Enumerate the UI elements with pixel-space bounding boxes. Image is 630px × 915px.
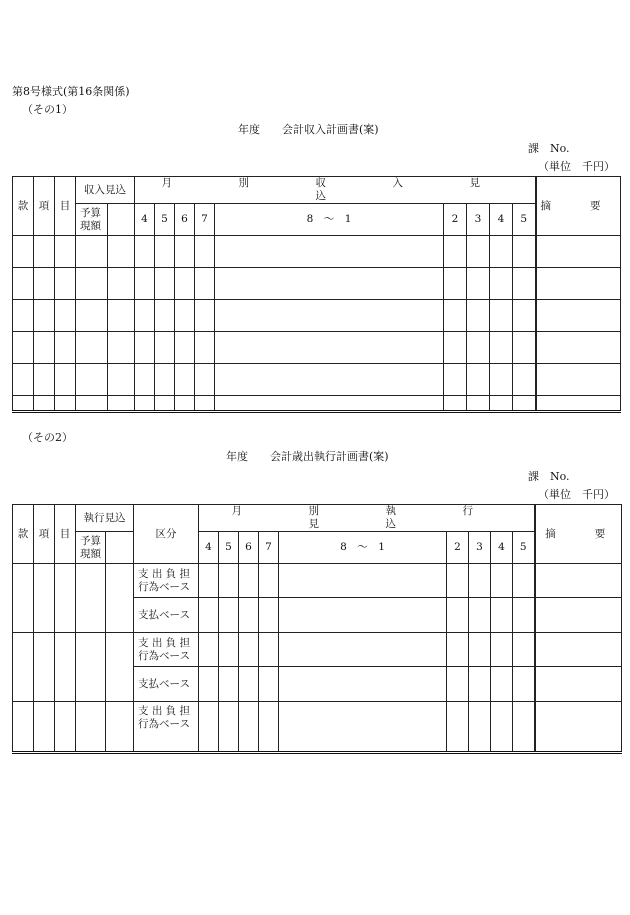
kubun-obligation-2: 支 出 負 担 行為ベース bbox=[134, 633, 199, 667]
part2-section-no: 課 No. bbox=[528, 470, 570, 483]
col-budget-header-2: 予算 現額 bbox=[76, 532, 106, 564]
month-7-b: 7 bbox=[259, 532, 279, 564]
month-5-b: 5 bbox=[219, 532, 239, 564]
month-6-b: 6 bbox=[239, 532, 259, 564]
part1-unit: （単位 千円） bbox=[538, 160, 615, 173]
month-5-next-b: 5 bbox=[513, 532, 535, 564]
col-kou-header-2: 項 bbox=[34, 505, 55, 564]
col-kan-header-2: 款 bbox=[13, 505, 34, 564]
month-8-to-1: 8 ～ 1 bbox=[215, 204, 444, 236]
form-number-title: 第8号様式(第16条関係) bbox=[12, 85, 130, 98]
kubun-payment-1: 支払ベース bbox=[134, 598, 199, 633]
col-moku-header: 目 bbox=[55, 177, 76, 236]
month-3-b: 3 bbox=[469, 532, 491, 564]
kubun-obligation-3: 支 出 負 担 行為ベース bbox=[134, 702, 199, 753]
col-moku-header-2: 目 bbox=[55, 505, 76, 564]
col-kubun-header: 区分 bbox=[134, 505, 199, 564]
col-mikomi-header-2: 執行見込 bbox=[76, 505, 134, 532]
col-kan-header: 款 bbox=[13, 177, 34, 236]
col-remarks-header-2: 摘 要 bbox=[535, 505, 622, 564]
month-5: 5 bbox=[155, 204, 175, 236]
expenditure-plan-table bbox=[12, 504, 622, 754]
month-2-b: 2 bbox=[447, 532, 469, 564]
month-2: 2 bbox=[444, 204, 467, 236]
month-6: 6 bbox=[175, 204, 195, 236]
month-3: 3 bbox=[467, 204, 490, 236]
month-4: 4 bbox=[135, 204, 155, 236]
part2-label: （その2） bbox=[22, 431, 73, 444]
col-budget-header: 予算 現額 bbox=[76, 204, 108, 236]
month-8-to-1-b: 8 ～ 1 bbox=[279, 532, 447, 564]
col-monthly-header-2: 月 別 執 行 見 込 bbox=[199, 505, 535, 532]
part2-title: 年度 会計歳出執行計画書(案) bbox=[226, 450, 389, 463]
part1-label: （その1） bbox=[22, 103, 73, 116]
part1-title: 年度 会計収入計画書(案) bbox=[238, 123, 379, 136]
month-4-b: 4 bbox=[199, 532, 219, 564]
kubun-payment-2: 支払ベース bbox=[134, 667, 199, 702]
col-remarks-header: 摘 要 bbox=[536, 177, 621, 236]
revenue-plan-table bbox=[12, 176, 621, 413]
part2-unit: （単位 千円） bbox=[538, 488, 615, 501]
col-monthly-header: 月 別 収 入 見 込 bbox=[135, 177, 536, 204]
month-4-next: 4 bbox=[490, 204, 513, 236]
part1-section-no: 課 No. bbox=[528, 142, 570, 155]
month-4-next-b: 4 bbox=[491, 532, 513, 564]
kubun-obligation-1: 支 出 負 担 行為ベース bbox=[134, 564, 199, 598]
month-7: 7 bbox=[195, 204, 215, 236]
col-kou-header: 項 bbox=[34, 177, 55, 236]
month-5-next: 5 bbox=[513, 204, 536, 236]
col-mikomi-header: 収入見込 bbox=[76, 177, 135, 204]
